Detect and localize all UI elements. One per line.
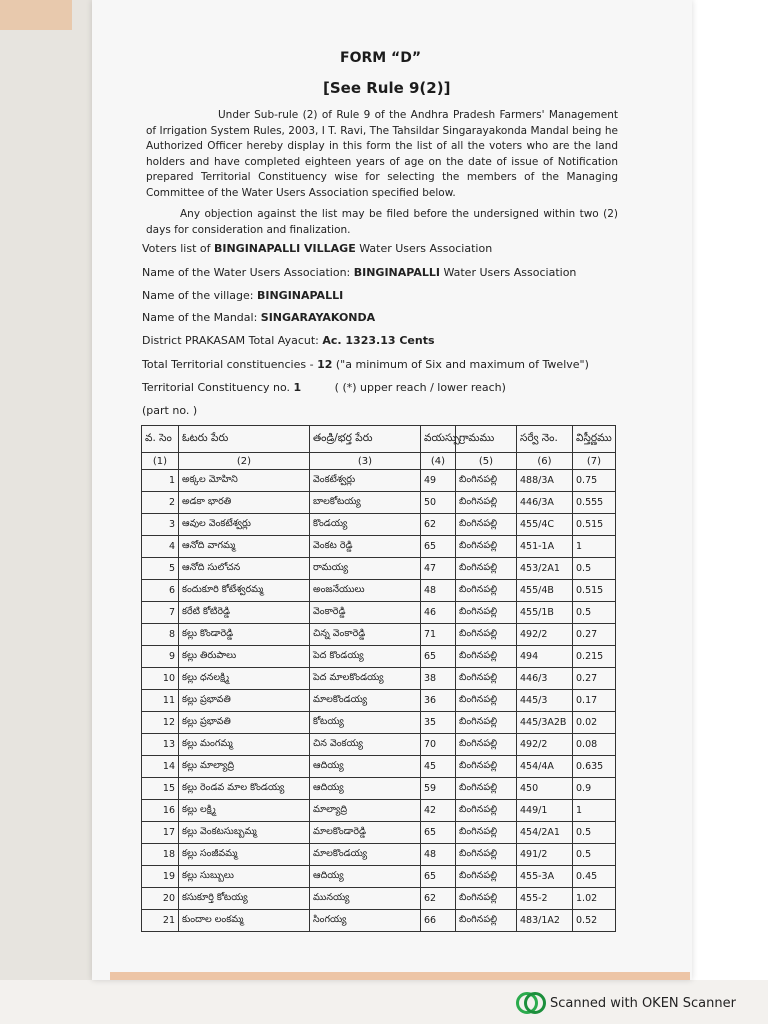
cell-age: 46 — [421, 602, 456, 624]
cell-serial-no: 6 — [142, 580, 179, 602]
cell-age: 65 — [421, 822, 456, 844]
table-row — [142, 536, 616, 558]
cell-father-name: మాలకొండయ్య — [310, 844, 421, 866]
cell-voter-name: కల్లు మాల్యాద్రి — [179, 756, 310, 778]
cell-voter-name: కల్లు ప్రభావతి — [179, 690, 310, 712]
col-header-village: గ్రామము — [456, 426, 517, 453]
cell-age: 35 — [421, 712, 456, 734]
cell-extent: 0.45 — [573, 866, 616, 888]
notice-paragraph: Under Sub-rule (2) of Rule 9 of the Andhra Pradesh Farmers' Management of Irrigation System Rules, 2003, I T. Ravi, The Tahsildar Singarayakonda Mandal being he Authorized Officer hereby display in this form the list of all the voters who are the land holders and have completed eighteen years of age on the date of issue of Notification prepared Territorial Constituency wise for selecting the members of the Managing Committee of the Water Users Association specified below. — [146, 109, 618, 199]
cell-survey-no: 455-2 — [517, 888, 573, 910]
oken-logo-icon — [516, 990, 542, 1016]
cell-serial-no: 15 — [142, 778, 179, 800]
cell-voter-name: కల్లు తిరుపాలు — [179, 646, 310, 668]
cell-age: 66 — [421, 910, 456, 932]
cell-survey-no: 488/3A — [517, 470, 573, 492]
cell-survey-no: 446/3 — [517, 668, 573, 690]
cell-father-name: వెంకట రెడ్డి — [310, 536, 421, 558]
cell-survey-no: 446/3A — [517, 492, 573, 514]
cell-age: 62 — [421, 888, 456, 910]
col-number: (2) — [179, 453, 310, 470]
form-title: FORM “D” — [340, 50, 422, 66]
cell-father-name: ఆదియ్య — [310, 866, 421, 888]
col-header-serial: వ. సెం — [142, 426, 179, 453]
cell-serial-no: 9 — [142, 646, 179, 668]
cell-voter-name: కల్లు ధనలక్ష్మి — [179, 668, 310, 690]
cell-age: 42 — [421, 800, 456, 822]
column-number-row — [142, 453, 616, 470]
cell-voter-name: కల్లు వెంకటసుబ్బమ్మ — [179, 822, 310, 844]
cell-extent: 0.02 — [573, 712, 616, 734]
cell-age: 70 — [421, 734, 456, 756]
form-rule: [See Rule 9(2)] — [323, 79, 451, 97]
cell-extent: 0.215 — [573, 646, 616, 668]
objection-paragraph: Any objection against the list may be filed before the undersigned within two (2) days for consideration and finalization. — [146, 208, 618, 236]
part-no-line: (part no. ) — [142, 404, 198, 417]
cell-voter-name: కల్లు మంగమ్మ — [179, 734, 310, 756]
cell-father-name: చిన వెంకయ్య — [310, 734, 421, 756]
cell-village: బింగినపల్లి — [456, 602, 517, 624]
cell-age: 65 — [421, 646, 456, 668]
cell-father-name: అంజనేయులు — [310, 580, 421, 602]
cell-survey-no: 455/1B — [517, 602, 573, 624]
cell-extent: 0.52 — [573, 910, 616, 932]
cell-extent: 1.02 — [573, 888, 616, 910]
cell-father-name: మునయ్య — [310, 888, 421, 910]
cell-village: బింగినపల్లి — [456, 690, 517, 712]
table-row — [142, 734, 616, 756]
col-number: (7) — [573, 453, 616, 470]
cell-serial-no: 17 — [142, 822, 179, 844]
cell-extent: 0.27 — [573, 624, 616, 646]
table-row — [142, 866, 616, 888]
cell-survey-no: 445/3A2B — [517, 712, 573, 734]
cell-village: బింగినపల్లి — [456, 624, 517, 646]
table-row — [142, 888, 616, 910]
col-header-voter-name: ఓటరు పేరు — [179, 426, 310, 453]
table-row — [142, 470, 616, 492]
cell-village: బింగినపల్లి — [456, 668, 517, 690]
cell-voter-name: ఆనోది సులోచన — [179, 558, 310, 580]
cell-village: బింగినపల్లి — [456, 492, 517, 514]
cell-village: బింగినపల్లి — [456, 514, 517, 536]
cell-serial-no: 16 — [142, 800, 179, 822]
cell-voter-name: కల్లు రెండవ మాల కొండయ్య — [179, 778, 310, 800]
table-row — [142, 514, 616, 536]
voters-table — [141, 425, 616, 932]
cell-serial-no: 7 — [142, 602, 179, 624]
col-header-extent: విస్తీర్ణము — [573, 426, 616, 453]
table-row — [142, 712, 616, 734]
cell-age: 49 — [421, 470, 456, 492]
cell-age: 38 — [421, 668, 456, 690]
cell-serial-no: 2 — [142, 492, 179, 514]
cell-extent: 0.27 — [573, 668, 616, 690]
cell-father-name: మాలకొండయ్య — [310, 690, 421, 712]
cell-survey-no: 491/2 — [517, 844, 573, 866]
cell-extent: 0.5 — [573, 822, 616, 844]
cell-voter-name: ఆవుల వెంకటేశ్వర్లు — [179, 514, 310, 536]
cell-father-name: రామయ్య — [310, 558, 421, 580]
cell-father-name: వెంకటేశ్వర్లు — [310, 470, 421, 492]
cell-survey-no: 454/2A1 — [517, 822, 573, 844]
cell-village: బింగినపల్లి — [456, 580, 517, 602]
cell-extent: 0.08 — [573, 734, 616, 756]
cell-father-name: మాల్యాద్రి — [310, 800, 421, 822]
col-header-father-name: తండ్రి/భర్త పేరు — [310, 426, 421, 453]
cell-serial-no: 1 — [142, 470, 179, 492]
cell-father-name: పెద కొండయ్య — [310, 646, 421, 668]
cell-survey-no: 454/4A — [517, 756, 573, 778]
cell-survey-no: 445/3 — [517, 690, 573, 712]
cell-voter-name: కందుకూరి కోటేశ్వరమ్మ — [179, 580, 310, 602]
cell-extent: 0.17 — [573, 690, 616, 712]
cell-extent: 0.555 — [573, 492, 616, 514]
table-row — [142, 558, 616, 580]
cell-extent: 0.5 — [573, 602, 616, 624]
table-row — [142, 800, 616, 822]
col-header-age: వయస్సు — [421, 426, 456, 453]
cell-village: బింగినపల్లి — [456, 910, 517, 932]
cell-village: బింగినపల్లి — [456, 712, 517, 734]
cell-village: బింగినపల్లి — [456, 822, 517, 844]
cell-village: బింగినపల్లి — [456, 800, 517, 822]
table-row — [142, 690, 616, 712]
table-header-row — [142, 426, 616, 453]
cell-voter-name: కసుకూర్తి కోటయ్య — [179, 888, 310, 910]
table-row — [142, 778, 616, 800]
cell-serial-no: 21 — [142, 910, 179, 932]
cell-survey-no: 483/1A2 — [517, 910, 573, 932]
cell-father-name: కొండయ్య — [310, 514, 421, 536]
table-row — [142, 668, 616, 690]
cell-voter-name: కల్లు సంజీవమ్మ — [179, 844, 310, 866]
cell-serial-no: 3 — [142, 514, 179, 536]
cell-voter-name: కల్లు ప్రభావతి — [179, 712, 310, 734]
wua-name-line: Name of the Water Users Association: BINGINAPALLI Water Users Association — [142, 266, 577, 279]
cell-age: 65 — [421, 866, 456, 888]
cell-extent: 1 — [573, 800, 616, 822]
col-number: (3) — [310, 453, 421, 470]
cell-serial-no: 11 — [142, 690, 179, 712]
cell-extent: 0.515 — [573, 514, 616, 536]
tc-total-line: Total Territorial constituencies - 12 ("a minimum of Six and maximum of Twelve") — [142, 358, 589, 371]
cell-voter-name: కుందాల లంకమ్మ — [179, 910, 310, 932]
cell-age: 48 — [421, 580, 456, 602]
cell-village: బింగినపల్లి — [456, 470, 517, 492]
village-name-line: Name of the village: BINGINAPALLI — [142, 289, 344, 302]
cell-serial-no: 5 — [142, 558, 179, 580]
cell-extent: 0.635 — [573, 756, 616, 778]
cell-village: బింగినపల్లి — [456, 866, 517, 888]
table-row — [142, 624, 616, 646]
cell-voter-name: ఆనోది వాగమ్మ — [179, 536, 310, 558]
cell-father-name: సింగయ్య — [310, 910, 421, 932]
cell-village: బింగినపల్లి — [456, 778, 517, 800]
district-ayacut-line: District PRAKASAM Total Ayacut: Ac. 1323.13 Cents — [142, 334, 435, 347]
cell-extent: 1 — [573, 536, 616, 558]
cell-extent: 0.75 — [573, 470, 616, 492]
col-number: (5) — [456, 453, 517, 470]
cell-serial-no: 18 — [142, 844, 179, 866]
cell-voter-name: అడకా భారతి — [179, 492, 310, 514]
cell-village: బింగినపల్లి — [456, 646, 517, 668]
cell-father-name: ఆదియ్య — [310, 756, 421, 778]
cell-age: 59 — [421, 778, 456, 800]
cell-age: 71 — [421, 624, 456, 646]
col-number: (1) — [142, 453, 179, 470]
cell-survey-no: 453/2A1 — [517, 558, 573, 580]
cell-age: 65 — [421, 536, 456, 558]
cell-father-name: పెద మాలకొండయ్య — [310, 668, 421, 690]
background-bottom — [110, 972, 690, 980]
background-wood — [0, 0, 72, 30]
background-left — [0, 0, 92, 980]
cell-father-name: వెంకారెడ్డి — [310, 602, 421, 624]
scanner-watermark — [516, 990, 736, 1016]
cell-age: 47 — [421, 558, 456, 580]
col-header-survey-no: సర్వే నెం. — [517, 426, 573, 453]
cell-village: బింగినపల్లి — [456, 536, 517, 558]
cell-village: బింగినపల్లి — [456, 756, 517, 778]
cell-voter-name: కల్లు లక్ష్మి — [179, 800, 310, 822]
cell-survey-no: 455/4C — [517, 514, 573, 536]
cell-village: బింగినపల్లి — [456, 734, 517, 756]
cell-survey-no: 455/4B — [517, 580, 573, 602]
cell-father-name: మాలకొండారెడ్డి — [310, 822, 421, 844]
mandal-name-line: Name of the Mandal: SINGARAYAKONDA — [142, 311, 376, 324]
cell-father-name: ఆదియ్య — [310, 778, 421, 800]
background-right — [692, 0, 768, 980]
cell-voter-name: కల్లు కొండారెడ్డి — [179, 624, 310, 646]
cell-extent: 0.5 — [573, 558, 616, 580]
cell-village: బింగినపల్లి — [456, 558, 517, 580]
cell-voter-name: కల్లు సుబ్బులు — [179, 866, 310, 888]
cell-father-name: బాలకోటయ్య — [310, 492, 421, 514]
cell-serial-no: 19 — [142, 866, 179, 888]
cell-age: 50 — [421, 492, 456, 514]
scanner-text: Scanned with OKEN Scanner — [550, 995, 736, 1011]
cell-extent: 0.5 — [573, 844, 616, 866]
cell-serial-no: 12 — [142, 712, 179, 734]
cell-serial-no: 4 — [142, 536, 179, 558]
cell-village: బింగినపల్లి — [456, 844, 517, 866]
cell-survey-no: 451-1A — [517, 536, 573, 558]
cell-father-name: కోటయ్య — [310, 712, 421, 734]
cell-extent: 0.9 — [573, 778, 616, 800]
cell-age: 36 — [421, 690, 456, 712]
cell-village: బింగినపల్లి — [456, 888, 517, 910]
cell-survey-no: 494 — [517, 646, 573, 668]
cell-age: 48 — [421, 844, 456, 866]
table-row — [142, 910, 616, 932]
cell-extent: 0.515 — [573, 580, 616, 602]
table-row — [142, 844, 616, 866]
cell-serial-no: 8 — [142, 624, 179, 646]
table-row — [142, 580, 616, 602]
cell-voter-name: కరేటి కోటిరెడ్డి — [179, 602, 310, 624]
table-row — [142, 646, 616, 668]
cell-father-name: చిన్న వెంకారెడ్డి — [310, 624, 421, 646]
cell-survey-no: 455-3A — [517, 866, 573, 888]
table-row — [142, 492, 616, 514]
cell-serial-no: 10 — [142, 668, 179, 690]
cell-survey-no: 492/2 — [517, 624, 573, 646]
table-row — [142, 822, 616, 844]
tc-number-line: Territorial Constituency no. 1 ( (*) upper reach / lower reach) — [142, 381, 506, 394]
col-number: (6) — [517, 453, 573, 470]
cell-voter-name: అక్కల మోహిని — [179, 470, 310, 492]
cell-serial-no: 14 — [142, 756, 179, 778]
table-row — [142, 602, 616, 624]
cell-survey-no: 449/1 — [517, 800, 573, 822]
cell-survey-no: 492/2 — [517, 734, 573, 756]
voters-list-line: Voters list of BINGINAPALLI VILLAGE Water Users Association — [142, 242, 493, 255]
cell-serial-no: 13 — [142, 734, 179, 756]
cell-serial-no: 20 — [142, 888, 179, 910]
table-row — [142, 756, 616, 778]
cell-survey-no: 450 — [517, 778, 573, 800]
col-number: (4) — [421, 453, 456, 470]
cell-age: 62 — [421, 514, 456, 536]
cell-age: 45 — [421, 756, 456, 778]
